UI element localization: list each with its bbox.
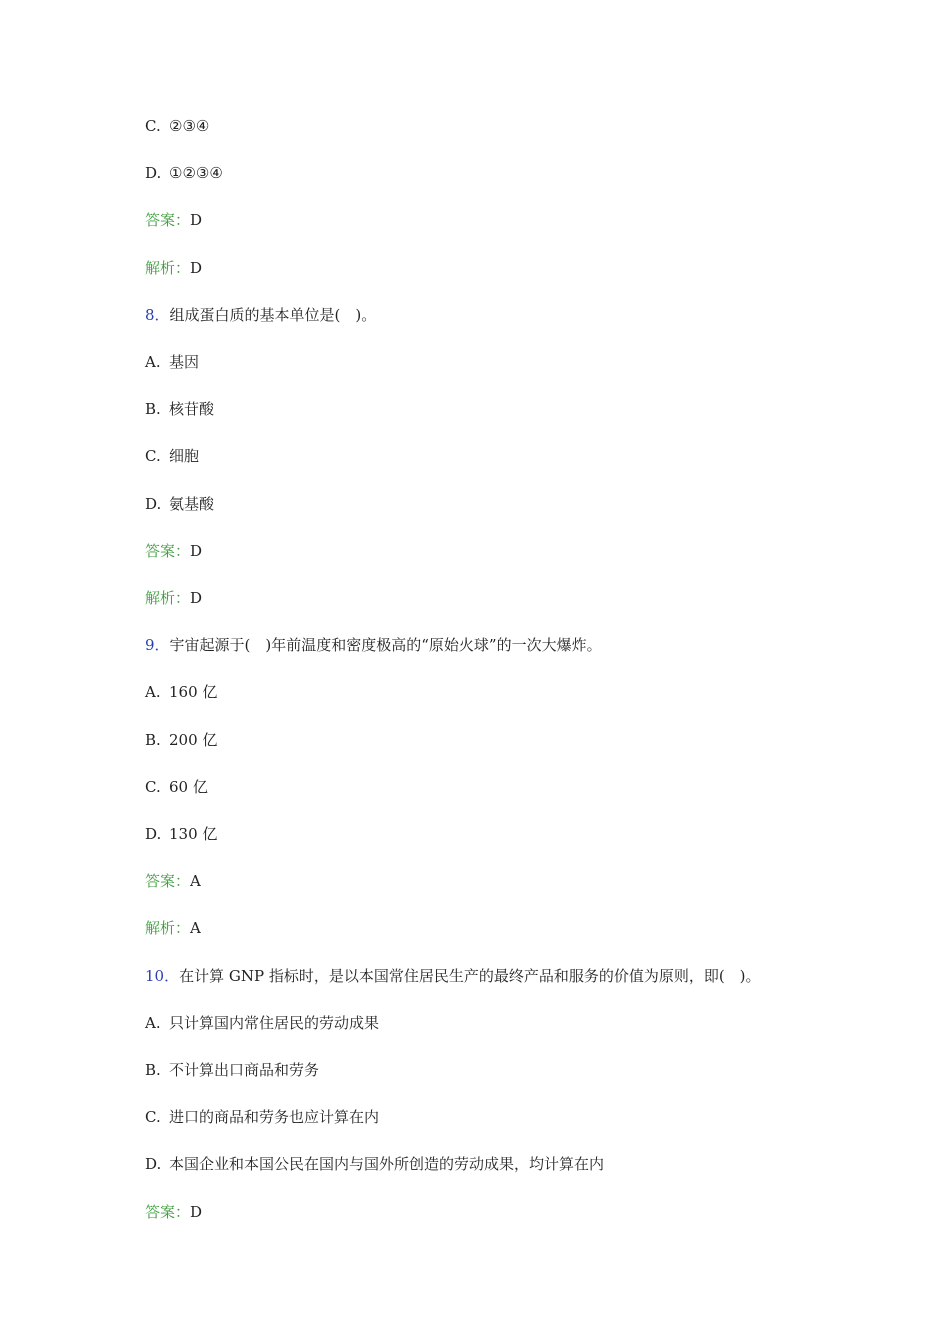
- option-letter: C.: [145, 778, 161, 796]
- option-letter: A.: [145, 353, 161, 371]
- option-text: 进口的商品和劳务也应计算在内: [169, 1108, 380, 1126]
- option-text: 细胞: [169, 447, 200, 465]
- option-text: 160 亿: [169, 683, 218, 701]
- question-text: 在计算 GNP 指标时，是以本国常住居民生产的最终产品和服务的价值为原则，即( )。: [179, 967, 761, 985]
- answer-option: [145, 1153, 604, 1175]
- answer-label: 答案：: [145, 1203, 191, 1221]
- option-text: 本国企业和本国公民在国内与国外所创造的劳动成果，均计算在内: [169, 1155, 605, 1173]
- option-text: 核苷酸: [169, 400, 215, 418]
- answer-option: [145, 1012, 379, 1034]
- answer-option: [145, 162, 223, 184]
- question-number: 10．: [145, 967, 180, 985]
- answer-option: [145, 445, 199, 467]
- option-letter: A.: [145, 1014, 161, 1032]
- answer-option: [145, 681, 217, 703]
- option-letter: C.: [145, 447, 161, 465]
- answer-line: [145, 1201, 202, 1223]
- analysis-value: D: [190, 259, 203, 277]
- answer-option: [145, 729, 217, 751]
- question-stem: [145, 634, 602, 656]
- option-text: ②③④: [169, 117, 210, 135]
- analysis-label: 解析：: [145, 259, 191, 277]
- option-letter: C.: [145, 117, 161, 135]
- answer-option: [145, 351, 199, 373]
- option-text: 只计算国内常住居民的劳动成果: [169, 1014, 380, 1032]
- option-letter: C.: [145, 1108, 161, 1126]
- question-text: 宇宙起源于( )年前温度和密度极高的“原始火球”的一次大爆炸。: [169, 636, 602, 654]
- option-letter: D.: [145, 825, 162, 843]
- option-letter: D.: [145, 164, 162, 182]
- option-letter: B.: [145, 400, 161, 418]
- answer-value: D: [190, 1203, 203, 1221]
- option-letter: B.: [145, 1061, 161, 1079]
- analysis-label: 解析：: [145, 919, 191, 937]
- option-text: ①②③④: [169, 164, 223, 182]
- answer-option: [145, 1059, 319, 1081]
- option-text: 氨基酸: [169, 495, 215, 513]
- answer-value: A: [190, 872, 201, 890]
- answer-option: [145, 1106, 379, 1128]
- option-letter: A.: [145, 683, 161, 701]
- analysis-value: A: [190, 919, 201, 937]
- question-stem: [145, 304, 376, 326]
- question-number: 9．: [145, 636, 170, 654]
- answer-label: 答案：: [145, 211, 191, 229]
- question-number: 8．: [145, 306, 170, 324]
- answer-line: [145, 209, 202, 231]
- answer-label: 答案：: [145, 872, 191, 890]
- answer-line: [145, 540, 202, 562]
- analysis-label: 解析：: [145, 589, 191, 607]
- question-text: 组成蛋白质的基本单位是( )。: [169, 306, 377, 324]
- answer-label: 答案：: [145, 542, 191, 560]
- answer-option: [145, 776, 208, 798]
- option-text: 60 亿: [169, 778, 208, 796]
- option-letter: B.: [145, 731, 161, 749]
- option-text: 200 亿: [169, 731, 218, 749]
- analysis-line: [145, 587, 202, 609]
- analysis-value: D: [190, 589, 203, 607]
- option-letter: D.: [145, 1155, 162, 1173]
- analysis-line: [145, 917, 201, 939]
- answer-option: [145, 493, 214, 515]
- option-text: 不计算出口商品和劳务: [169, 1061, 320, 1079]
- option-letter: D.: [145, 495, 162, 513]
- question-stem: [145, 965, 761, 987]
- answer-value: D: [190, 542, 203, 560]
- answer-line: [145, 870, 201, 892]
- option-text: 130 亿: [169, 825, 218, 843]
- option-text: 基因: [169, 353, 200, 371]
- answer-option: [145, 398, 214, 420]
- answer-option: [145, 115, 209, 137]
- analysis-line: [145, 257, 202, 279]
- answer-value: D: [190, 211, 203, 229]
- answer-option: [145, 823, 217, 845]
